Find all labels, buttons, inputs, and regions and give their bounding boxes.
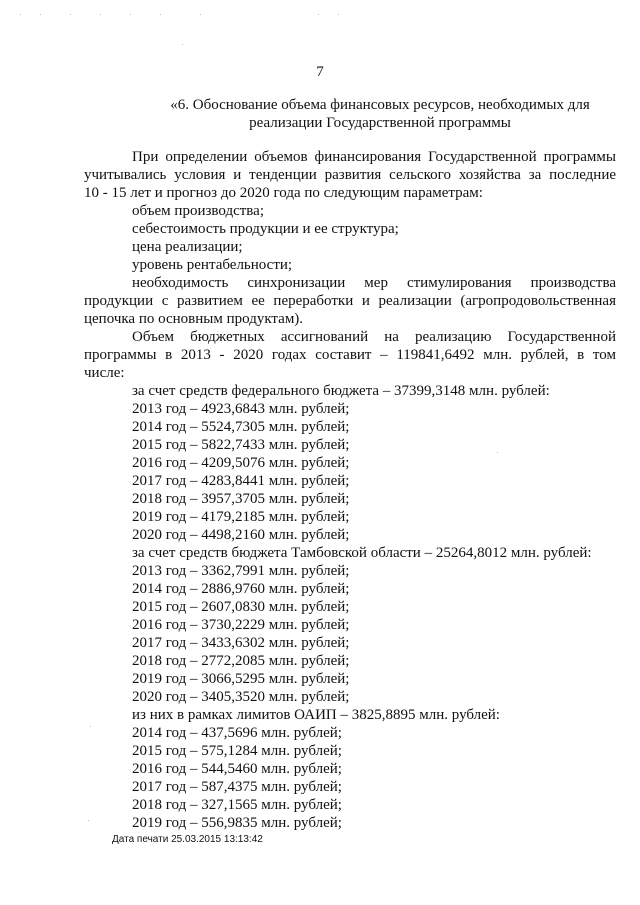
regional-year: 2020 год – 3405,3520 млн. рублей; — [132, 689, 350, 705]
scan-speck — [100, 14, 101, 15]
regional-year: 2014 год – 2886,9760 млн. рублей; — [132, 581, 350, 597]
federal-year: 2020 год – 4498,2160 млн. рублей; — [132, 527, 350, 543]
page-number: 7 — [316, 64, 324, 80]
scan-speck — [160, 14, 161, 15]
intro-line-1: При определении объемов финансирования Государственной программы — [132, 149, 616, 165]
budget-line-3: числе: — [84, 365, 125, 381]
federal-year: 2015 год – 5822,7433 млн. рублей; — [132, 437, 350, 453]
print-date-footer: Дата печати 25.03.2015 13:13:42 — [112, 834, 263, 845]
oaip-year: 2018 год – 327,1565 млн. рублей; — [132, 797, 342, 813]
budget-line-1: Объем бюджетных ассигнований на реализацию Государственной — [132, 329, 616, 345]
regional-year: 2015 год – 2607,0830 млн. рублей; — [132, 599, 350, 615]
oaip-year: 2019 год – 556,9835 млн. рублей; — [132, 815, 342, 831]
section-title-line-2: реализации Государственной программы — [249, 115, 511, 131]
regional-heading: за счет средств бюджета Тамбовской области – 25264,8012 млн. рублей: — [132, 545, 592, 561]
federal-year: 2019 год – 4179,2185 млн. рублей; — [132, 509, 350, 525]
federal-year: 2014 год – 5524,7305 млн. рублей; — [132, 419, 350, 435]
scan-speck — [182, 44, 183, 45]
scan-speck — [318, 14, 319, 15]
section-title — [150, 96, 610, 132]
budget-line-2: программы в 2013 - 2020 годах составит – 119841,6492 млн. рублей, в том — [84, 347, 616, 363]
federal-year: 2016 год – 4209,5076 млн. рублей; — [132, 455, 350, 471]
scan-speck — [200, 14, 201, 15]
scan-speck — [40, 14, 41, 15]
regional-year: 2019 год – 3066,5295 млн. рублей; — [132, 671, 350, 687]
oaip-heading: из них в рамках лимитов ОАИП – 3825,8895 млн. рублей: — [132, 707, 500, 723]
sync-line-1: необходимость синхронизации мер стимулирования производства — [132, 275, 616, 291]
regional-year: 2018 год – 2772,2085 млн. рублей; — [132, 653, 350, 669]
section-title-line-1: «6. Обоснование объема финансовых ресурсов, необходимых для — [170, 97, 590, 113]
parameter-item: объем производства; — [132, 203, 264, 219]
scan-speck — [497, 452, 498, 453]
scan-speck — [130, 14, 131, 15]
oaip-year: 2016 год – 544,5460 млн. рублей; — [132, 761, 342, 777]
federal-year: 2018 год – 3957,3705 млн. рублей; — [132, 491, 350, 507]
scan-speck — [20, 14, 21, 15]
scan-speck — [88, 820, 89, 821]
federal-year: 2017 год – 4283,8441 млн. рублей; — [132, 473, 350, 489]
regional-year: 2016 год – 3730,2229 млн. рублей; — [132, 617, 350, 633]
parameter-item: цена реализации; — [132, 239, 243, 255]
federal-heading: за счет средств федерального бюджета – 37399,3148 млн. рублей: — [132, 383, 550, 399]
federal-year: 2013 год – 4923,6843 млн. рублей; — [132, 401, 350, 417]
intro-line-3: 10 - 15 лет и прогноз до 2020 года по следующим параметрам: — [84, 185, 483, 201]
oaip-year: 2017 год – 587,4375 млн. рублей; — [132, 779, 342, 795]
scan-speck — [338, 14, 339, 15]
parameter-item: себестоимость продукции и ее структура; — [132, 221, 399, 237]
regional-year: 2013 год – 3362,7991 млн. рублей; — [132, 563, 350, 579]
scan-speck — [90, 726, 91, 727]
intro-line-2: учитывались условия и тенденции развития сельского хозяйства за последние — [84, 167, 616, 183]
parameter-item: уровень рентабельности; — [132, 257, 293, 273]
scan-speck — [70, 14, 71, 15]
oaip-year: 2015 год – 575,1284 млн. рублей; — [132, 743, 342, 759]
sync-line-2: продукции с развитием ее переработки и реализации (агропродовольственная — [84, 293, 616, 309]
sync-line-3: цепочка по основным продуктам). — [84, 311, 304, 327]
oaip-year: 2014 год – 437,5696 млн. рублей; — [132, 725, 342, 741]
regional-year: 2017 год – 3433,6302 млн. рублей; — [132, 635, 350, 651]
